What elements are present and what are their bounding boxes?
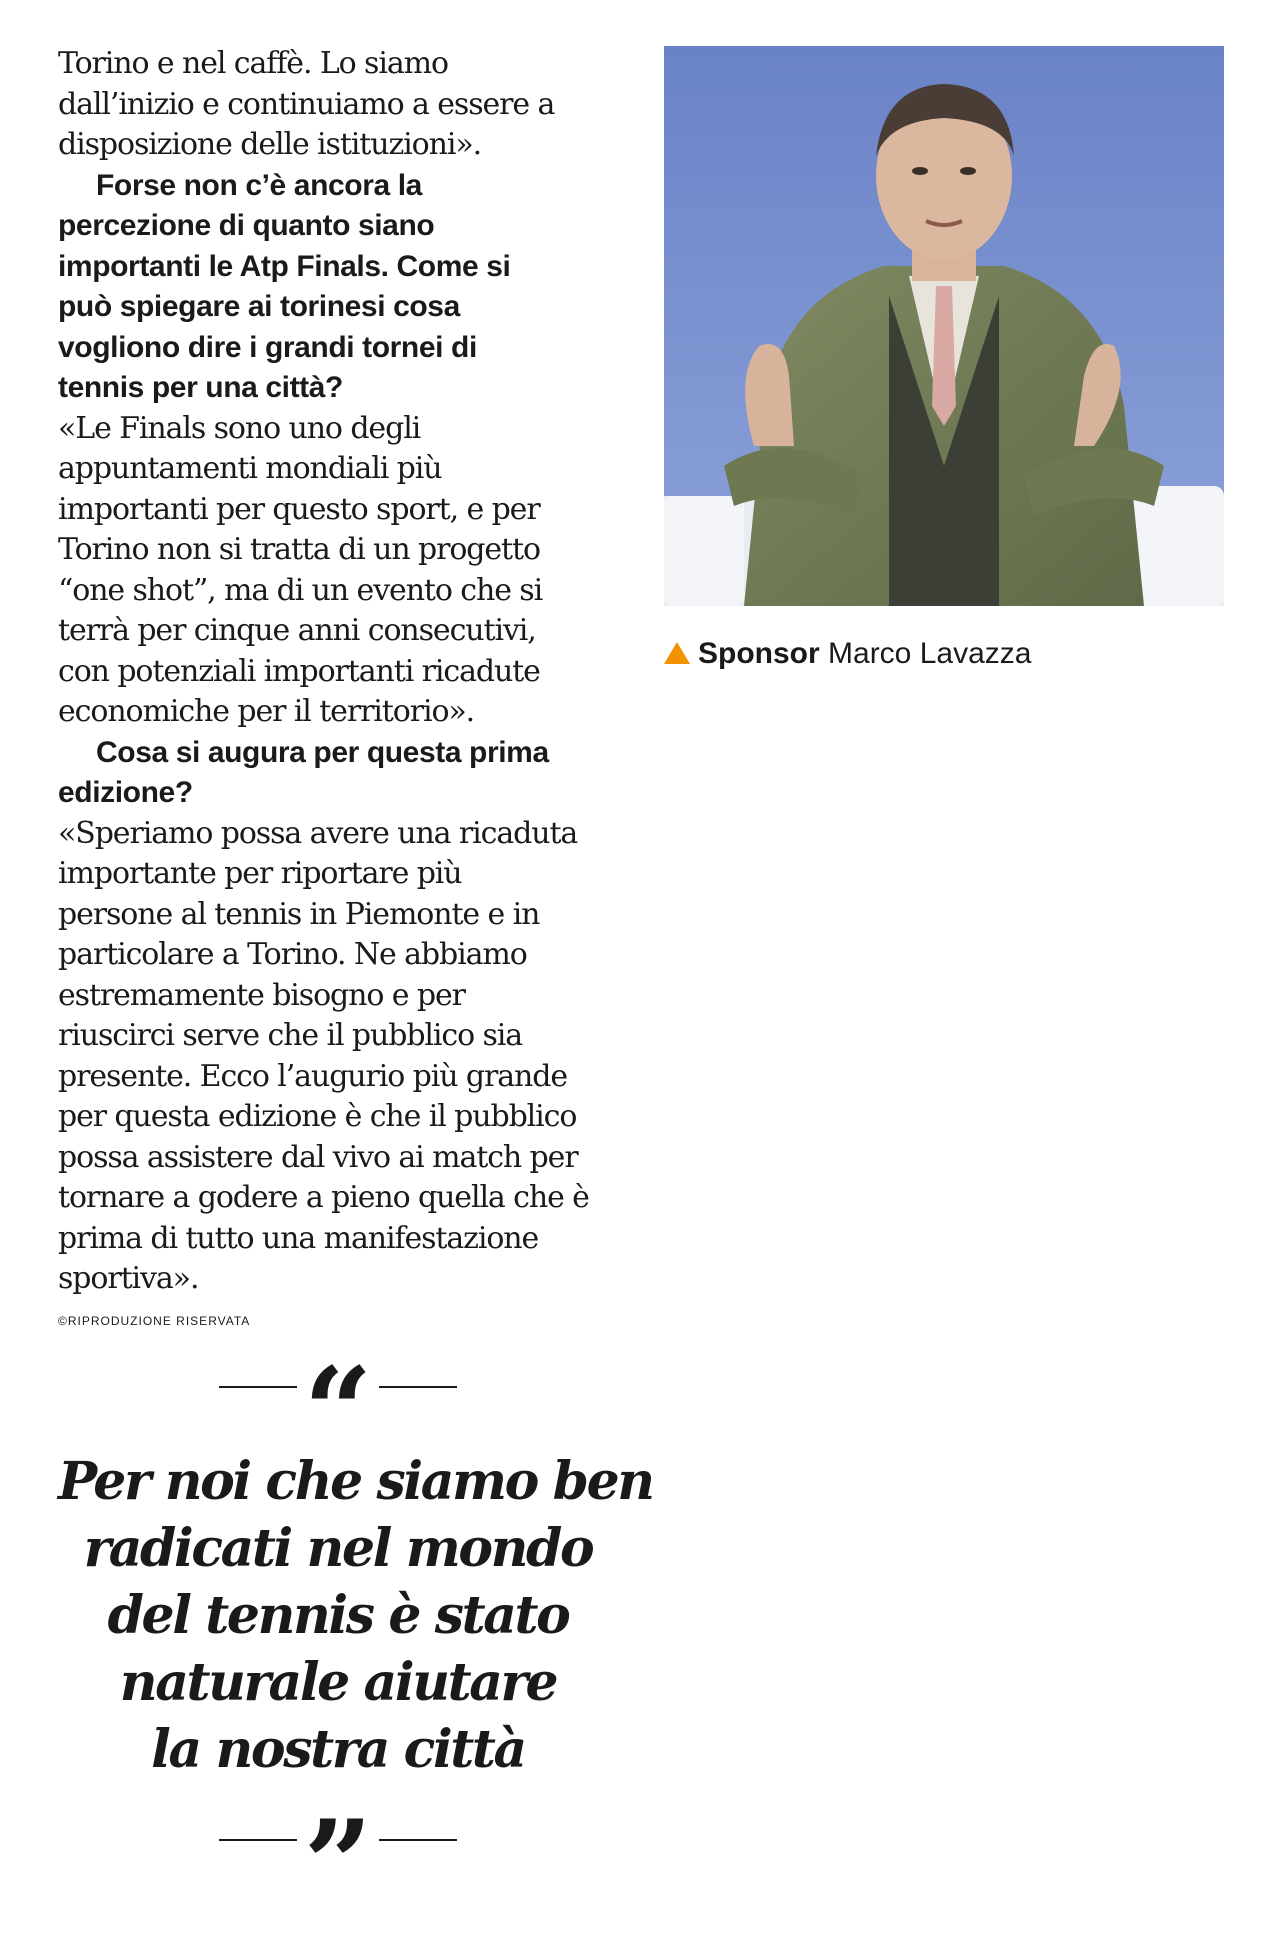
- divider: [219, 1839, 297, 1841]
- quote-line: la nostra città: [151, 1719, 525, 1780]
- text-line: può spiegare ai torinesi cosa: [58, 290, 460, 323]
- quote-line: naturale aiutare: [119, 1652, 557, 1713]
- text-line: importante per riportare più: [58, 856, 462, 891]
- text-line: riuscirci serve che il pubblico sia: [58, 1018, 523, 1053]
- text-line: tennis per una città?: [58, 371, 343, 404]
- text-line: economiche per il territorio».: [58, 694, 475, 729]
- interview-question-1: [58, 166, 618, 409]
- quote-line: del tennis è stato: [107, 1585, 569, 1646]
- text-line: importanti le Atp Finals. Come si: [58, 249, 511, 283]
- caption-label: Sponsor: [698, 637, 820, 670]
- text-line: sportiva».: [58, 1261, 199, 1296]
- close-quote-icon: ”: [303, 1794, 373, 1935]
- quote-line: Per noi che siamo ben: [58, 1451, 653, 1512]
- portrait-illustration: [664, 46, 1224, 606]
- text-line: presente. Ecco l’augurio più grande: [58, 1058, 568, 1094]
- text-line: persone al tennis in Piemonte e in: [58, 896, 540, 932]
- portrait-photo: [664, 46, 1224, 606]
- text-line: per questa edizione è che il pubblico: [58, 1099, 577, 1134]
- open-quote-icon: “: [303, 1341, 373, 1482]
- divider: [219, 1386, 297, 1388]
- text-line: estremamente bisogno e per: [58, 977, 465, 1013]
- text-line: tornare a godere a pieno quella che è: [58, 1180, 589, 1215]
- text-line: disposizione delle istituzioni».: [58, 127, 482, 162]
- divider: [379, 1839, 457, 1841]
- photo-caption: [664, 634, 1031, 674]
- quote-close-row: [58, 1794, 618, 1935]
- text-line: possa assistere dal vivo ai match per: [58, 1139, 578, 1175]
- pull-quote-text: [58, 1448, 653, 1783]
- text-line: Forse non c’è ancora la: [96, 168, 422, 202]
- quote-line: radicati nel mondo: [83, 1518, 593, 1579]
- pull-quote: [58, 1341, 653, 1935]
- article-column: [58, 44, 618, 1328]
- text-line: con potenziali importanti ricadute: [58, 653, 540, 689]
- caption-name: Marco Lavazza: [828, 637, 1032, 670]
- text-line: Torino e nel caffè. Lo siamo: [58, 46, 448, 81]
- paragraph-intro: [58, 44, 618, 166]
- interview-answer-1: [58, 409, 618, 733]
- text-line: prima di tutto una manifestazione: [58, 1220, 539, 1256]
- text-line: vogliono dire i grandi tornei di: [58, 330, 477, 364]
- text-line: «Le Finals sono uno degli: [58, 410, 421, 446]
- text-line: importanti per questo sport, e per: [58, 491, 540, 527]
- text-line: Torino non si tratta di un progetto: [58, 532, 540, 567]
- text-line: «Speriamo possa avere una ricaduta: [58, 815, 578, 851]
- copyright-notice: ©RIPRODUZIONE RISERVATA: [58, 1313, 251, 1328]
- divider: [379, 1386, 457, 1388]
- text-line: particolare a Torino. Ne abbiamo: [58, 937, 527, 972]
- text-line: percezione di quanto siano: [58, 209, 435, 242]
- text-line: “one shot”, ma di un evento che si: [58, 572, 543, 608]
- interview-question-2: [58, 733, 618, 814]
- text-line: edizione?: [58, 776, 193, 809]
- text-line: appuntamenti mondiali più: [58, 451, 442, 486]
- quote-open-row: [58, 1341, 618, 1482]
- interview-answer-2: [58, 814, 618, 1300]
- triangle-icon: [664, 642, 690, 664]
- text-line: dall’inizio e continuiamo a essere a: [58, 86, 555, 122]
- text-line: terrà per cinque anni consecutivi,: [58, 613, 536, 648]
- text-line: Cosa si augura per questa prima: [96, 735, 549, 769]
